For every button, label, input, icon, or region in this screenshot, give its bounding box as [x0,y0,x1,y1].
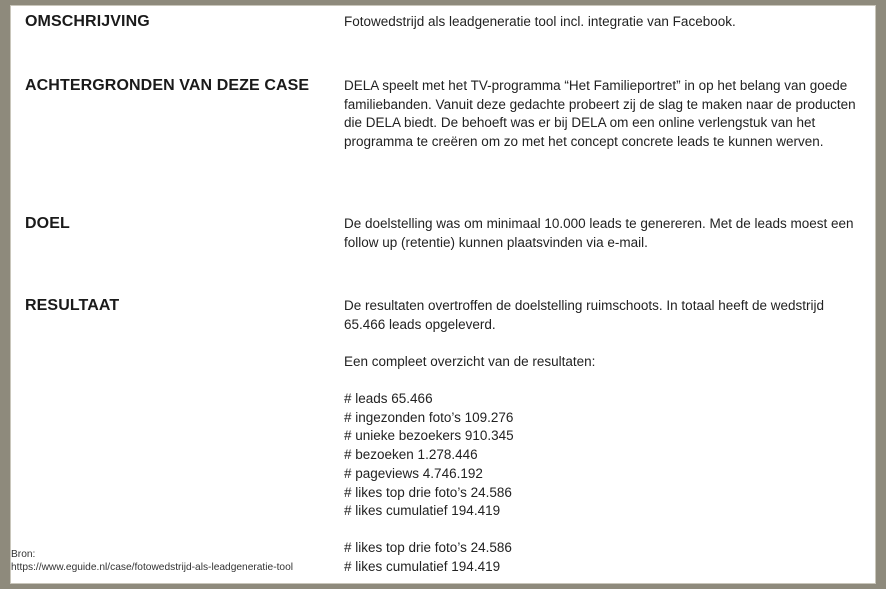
heading-achtergronden: ACHTERGRONDEN VAN DEZE CASE [25,77,310,94]
stat-line: # likes top drie foto’s 24.586 [344,540,512,555]
source-label: Bron: [11,549,36,560]
text-resultaat-overview-label: Een compleet overzicht van de resultaten: [344,354,596,369]
results-stats-repeat-list [344,539,869,576]
results-stats-list [344,390,869,521]
text-doel: De doelstelling was om minimaal 10.000 leads te genereren. Met de leads moest een follow up (retentie) kunnen plaatsvinden via e-mail. [344,216,854,250]
stat-line: # unieke bezoekers 910.345 [344,428,514,444]
heading-resultaat: RESULTAAT [25,297,120,314]
stat-line: # likes cumulatief 194.419 [344,558,501,574]
stat-line: # likes top drie foto’s 24.586 [344,484,512,500]
stat-line: # ingezonden foto’s 109.276 [344,409,514,425]
stat-line: # likes cumulatief 194.419 [344,503,501,519]
source-note [11,548,293,574]
text-omschrijving: Fotowedstrijd als leadgeneratie tool incl. integratie van Facebook. [344,14,736,29]
stat-line: # bezoeken 1.278.446 [344,447,478,463]
stat-line: # pageviews 4.746.192 [344,465,483,481]
heading-omschrijving: OMSCHRIJVING [25,13,150,30]
stat-line: # leads 65.466 [344,391,433,406]
text-achtergronden: DELA speelt met het TV-programma “Het Familieportret” in op het belang van goede familiebanden. Vanuit deze gedachte probeert zij de slag te maken naar de producten die DELA biedt. De behoeft was er bij DELA om een online verlengstuk van het programma te creëren om zo met het concept concrete leads te kunnen werven. [344,78,856,150]
text-resultaat-intro: De resultaten overtroffen de doelstelling ruimschoots. In totaal heeft de wedstrijd 65.466 leads opgeleverd. [344,298,825,332]
heading-doel: DOEL [25,215,70,232]
source-url[interactable]: https://www.eguide.nl/case/fotowedstrijd-als-leadgeneratie-tool [11,562,294,573]
